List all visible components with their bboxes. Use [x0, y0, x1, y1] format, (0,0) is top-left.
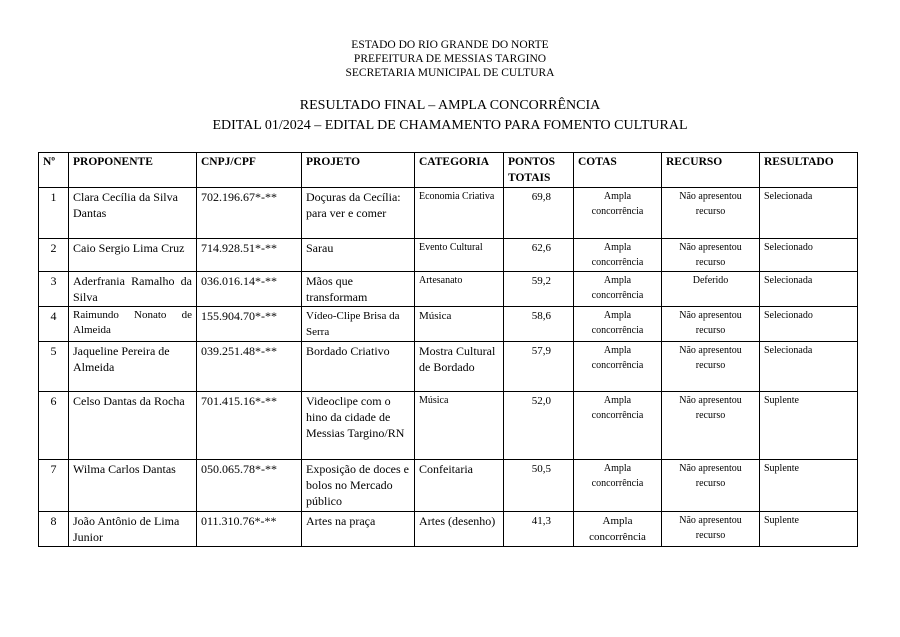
cell-categoria: Economia Criativa — [415, 188, 504, 239]
cell-num: 1 — [39, 188, 69, 239]
title-result: RESULTADO FINAL – AMPLA CONCORRÊNCIA — [299, 98, 601, 113]
cell-recurso: Não apresentou recurso — [662, 460, 760, 512]
cell-cotas: Ampla concorrência — [574, 307, 662, 342]
header-prefecture: PREFEITURA DE MESSIAS TARGINO — [353, 53, 547, 65]
cell-pontos: 59,2 — [504, 272, 574, 307]
cell-projeto: Videoclipe com o hino da cidade de Messias Targino/RN — [302, 392, 415, 460]
cell-proponente: Aderfrania Ramalho da Silva — [69, 272, 197, 307]
table-row — [39, 460, 858, 512]
cell-proponente: Raimundo Nonato de Almeida — [69, 307, 197, 342]
cell-cotas: Ampla concorrência — [574, 512, 662, 547]
cell-num: 3 — [39, 272, 69, 307]
cell-num: 5 — [39, 342, 69, 392]
header-categoria: CATEGORIA — [415, 153, 504, 188]
cell-pontos: 57,9 — [504, 342, 574, 392]
cell-resultado: Selecionada — [760, 342, 858, 392]
cell-pontos: 41,3 — [504, 512, 574, 547]
header-proponente: PROPONENTE — [69, 153, 197, 188]
cell-recurso: Não apresentou recurso — [662, 188, 760, 239]
header-projeto: PROJETO — [302, 153, 415, 188]
cell-projeto: Artes na praça — [302, 512, 415, 547]
cell-cnpj: 011.310.76*-** — [197, 512, 302, 547]
cell-cotas: Ampla concorrência — [574, 342, 662, 392]
cell-proponente: Celso Dantas da Rocha — [69, 392, 197, 460]
cell-resultado: Selecionado — [760, 239, 858, 272]
cell-cotas: Ampla concorrência — [574, 460, 662, 512]
cell-num: 8 — [39, 512, 69, 547]
cell-num: 4 — [39, 307, 69, 342]
cell-resultado: Selecionada — [760, 188, 858, 239]
table-row — [39, 307, 858, 342]
cell-cnpj: 036.016.14*-** — [197, 272, 302, 307]
table-row — [39, 512, 858, 547]
cell-proponente: Wilma Carlos Dantas — [69, 460, 197, 512]
cell-num: 2 — [39, 239, 69, 272]
cell-cotas: Ampla concorrência — [574, 239, 662, 272]
cell-recurso: Não apresentou recurso — [662, 342, 760, 392]
table-row — [39, 272, 858, 307]
table-row — [39, 188, 858, 239]
table-header-row — [39, 153, 858, 188]
cell-projeto: Mãos que transformam — [302, 272, 415, 307]
cell-cnpj: 050.065.78*-** — [197, 460, 302, 512]
header-cnpj: CNPJ/CPF — [197, 153, 302, 188]
document-header — [0, 38, 900, 80]
cell-proponente: Caio Sergio Lima Cruz — [69, 239, 197, 272]
cell-recurso: Não apresentou recurso — [662, 239, 760, 272]
cell-projeto: Bordado Criativo — [302, 342, 415, 392]
header-resultado: RESULTADO — [760, 153, 858, 188]
cell-resultado: Suplente — [760, 392, 858, 460]
results-table — [38, 152, 858, 547]
cell-cotas: Ampla concorrência — [574, 272, 662, 307]
title-edital: EDITAL 01/2024 – EDITAL DE CHAMAMENTO PARA FOMENTO CULTURAL — [212, 118, 688, 133]
header-cotas: COTAS — [574, 153, 662, 188]
table-row — [39, 392, 858, 460]
cell-cnpj: 155.904.70*-** — [197, 307, 302, 342]
cell-num: 7 — [39, 460, 69, 512]
cell-categoria: Música — [415, 392, 504, 460]
cell-proponente: João Antônio de Lima Junior — [69, 512, 197, 547]
cell-proponente: Clara Cecília da Silva Dantas — [69, 188, 197, 239]
cell-pontos: 52,0 — [504, 392, 574, 460]
cell-categoria: Mostra Cultural de Bordado — [415, 342, 504, 392]
table-row — [39, 342, 858, 392]
cell-projeto: Sarau — [302, 239, 415, 272]
cell-pontos: 58,6 — [504, 307, 574, 342]
cell-cnpj: 039.251.48*-** — [197, 342, 302, 392]
cell-resultado: Suplente — [760, 512, 858, 547]
cell-cnpj: 702.196.67*-** — [197, 188, 302, 239]
header-secretariat: SECRETARIA MUNICIPAL DE CULTURA — [345, 67, 555, 79]
table-row — [39, 239, 858, 272]
cell-categoria: Evento Cultural — [415, 239, 504, 272]
cell-recurso: Deferido — [662, 272, 760, 307]
cell-pontos: 50,5 — [504, 460, 574, 512]
cell-projeto: Doçuras da Cecília: para ver e comer — [302, 188, 415, 239]
header-pontos: PONTOS TOTAIS — [504, 153, 574, 188]
cell-resultado: Suplente — [760, 460, 858, 512]
cell-categoria: Artes (desenho) — [415, 512, 504, 547]
cell-categoria: Artesanato — [415, 272, 504, 307]
cell-resultado: Selecionado — [760, 307, 858, 342]
cell-recurso: Não apresentou recurso — [662, 512, 760, 547]
cell-recurso: Não apresentou recurso — [662, 307, 760, 342]
cell-pontos: 62,6 — [504, 239, 574, 272]
cell-proponente: Jaqueline Pereira de Almeida — [69, 342, 197, 392]
cell-categoria: Confeitaria — [415, 460, 504, 512]
cell-cnpj: 714.928.51*-** — [197, 239, 302, 272]
cell-resultado: Selecionada — [760, 272, 858, 307]
cell-categoria: Música — [415, 307, 504, 342]
header-state: ESTADO DO RIO GRANDE DO NORTE — [351, 39, 549, 51]
cell-projeto: Exposição de doces e bolos no Mercado público — [302, 460, 415, 512]
cell-projeto: Vídeo-Clipe Brisa da Serra — [302, 307, 415, 342]
cell-pontos: 69,8 — [504, 188, 574, 239]
cell-num: 6 — [39, 392, 69, 460]
document-title — [0, 96, 900, 136]
cell-cnpj: 701.415.16*-** — [197, 392, 302, 460]
header-num: Nº — [39, 153, 69, 188]
cell-cotas: Ampla concorrência — [574, 188, 662, 239]
cell-recurso: Não apresentou recurso — [662, 392, 760, 460]
cell-cotas: Ampla concorrência — [574, 392, 662, 460]
header-recurso: RECURSO — [662, 153, 760, 188]
